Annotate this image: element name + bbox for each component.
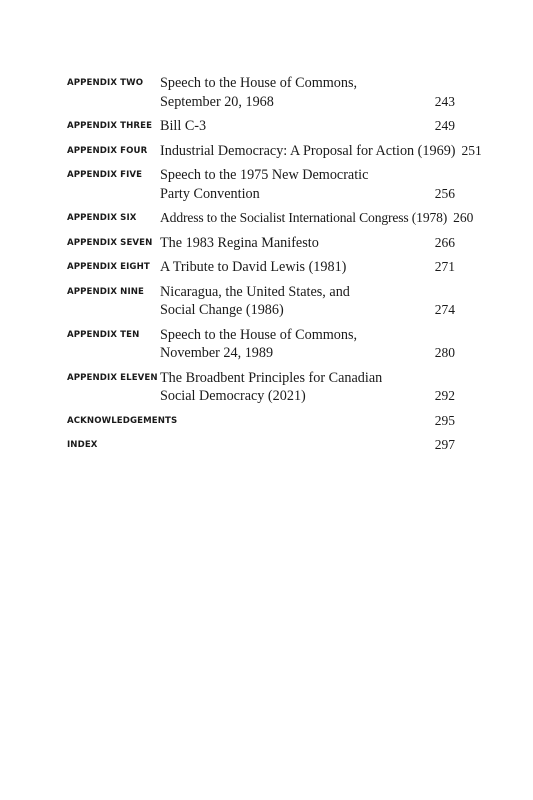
toc-entry-label: APPENDIX ELEVEN bbox=[67, 372, 158, 383]
toc-entry-appendix-nine[interactable] bbox=[67, 283, 455, 320]
toc-entry-title bbox=[160, 326, 429, 363]
toc-entry-title-line: Social Democracy (2021) bbox=[160, 388, 306, 404]
toc-entry-title-line: Social Change (1986) bbox=[160, 302, 284, 318]
toc-entry-title-line: Bill C-3 bbox=[160, 118, 207, 134]
toc-entry-label: INDEX bbox=[67, 440, 98, 450]
toc-entry-title-line: The Broadbent Principles for Canadian bbox=[160, 369, 383, 386]
toc-entry-acknowledgements[interactable] bbox=[67, 412, 455, 431]
toc-entry-title-line: September 20, 1968 bbox=[160, 93, 274, 110]
toc-entry-title-line: Party Convention bbox=[160, 185, 260, 202]
toc-entry-title-line: November 24, 1989 bbox=[160, 345, 274, 361]
toc-entry-index[interactable] bbox=[67, 436, 455, 455]
toc-entry-appendix-five[interactable] bbox=[67, 166, 455, 203]
toc-entry-appendix-two[interactable] bbox=[67, 74, 455, 111]
toc-entry-page-number: 266 bbox=[434, 234, 455, 250]
toc-entry-appendix-three[interactable] bbox=[67, 117, 455, 136]
toc-entry-label: APPENDIX SEVEN bbox=[67, 237, 153, 248]
toc-entry-appendix-eight[interactable] bbox=[67, 258, 455, 277]
toc-entry-page-number: 243 bbox=[434, 93, 455, 109]
toc-entry-label: APPENDIX SIX bbox=[67, 213, 137, 223]
toc-entry-appendix-six[interactable] bbox=[67, 209, 474, 228]
toc-entry-label: APPENDIX FIVE bbox=[67, 170, 143, 180]
toc-entry-label: APPENDIX NINE bbox=[67, 286, 145, 297]
toc-entry-label: APPENDIX EIGHT bbox=[67, 262, 150, 272]
table-of-contents bbox=[67, 74, 482, 461]
toc-entry-label: APPENDIX FOUR bbox=[67, 145, 148, 156]
toc-entry-title-line: Nicaragua, the United States, and bbox=[160, 283, 350, 300]
toc-entry-title-line: Address to the Socialist International Congress (1978) bbox=[160, 210, 448, 225]
toc-entry-title bbox=[160, 74, 429, 111]
toc-entry-appendix-eleven[interactable] bbox=[67, 369, 455, 406]
toc-entry-title-line: Industrial Democracy: A Proposal for Action (1969) bbox=[160, 142, 456, 159]
toc-entry-label: APPENDIX TEN bbox=[67, 329, 140, 340]
toc-entry-label: ACKNOWLEDGEMENTS bbox=[67, 415, 178, 426]
toc-entry-title bbox=[160, 117, 429, 136]
toc-entry-page-number: 249 bbox=[434, 118, 455, 133]
toc-entry-title-line: Speech to the House of Commons, bbox=[160, 75, 358, 91]
toc-entry-title bbox=[160, 369, 429, 406]
toc-entry-title bbox=[160, 234, 429, 253]
toc-entry-title bbox=[160, 209, 447, 228]
toc-entry-appendix-ten[interactable] bbox=[67, 326, 455, 363]
toc-entry-label: APPENDIX TWO bbox=[67, 78, 144, 88]
toc-entry-title-line: The 1983 Regina Manifesto bbox=[160, 234, 319, 251]
toc-entry-page-number: 251 bbox=[461, 142, 482, 158]
toc-entry-page-number: 274 bbox=[434, 302, 455, 317]
toc-entry-label: APPENDIX THREE bbox=[67, 121, 153, 131]
toc-entry-title-line: A Tribute to David Lewis (1981) bbox=[160, 259, 347, 275]
toc-entry-title bbox=[160, 258, 429, 277]
toc-entry-appendix-seven[interactable] bbox=[67, 234, 455, 253]
toc-entry-page-number: 271 bbox=[434, 259, 455, 274]
toc-entry-title bbox=[160, 283, 429, 320]
toc-entry-page-number: 280 bbox=[434, 345, 455, 360]
toc-entry-title bbox=[160, 142, 456, 161]
toc-entry-page-number: 256 bbox=[434, 185, 455, 201]
toc-entry-title-line: Speech to the House of Commons, bbox=[160, 326, 358, 343]
toc-entry-page-number: 260 bbox=[453, 210, 474, 225]
toc-entry-page-number: 295 bbox=[434, 412, 455, 428]
toc-entry-appendix-four[interactable] bbox=[67, 142, 482, 161]
toc-entry-title-line: Speech to the 1975 New Democratic bbox=[160, 167, 369, 183]
toc-entry-title bbox=[160, 166, 429, 203]
toc-entry-page-number: 292 bbox=[434, 388, 455, 403]
toc-entry-page-number: 297 bbox=[434, 437, 455, 452]
